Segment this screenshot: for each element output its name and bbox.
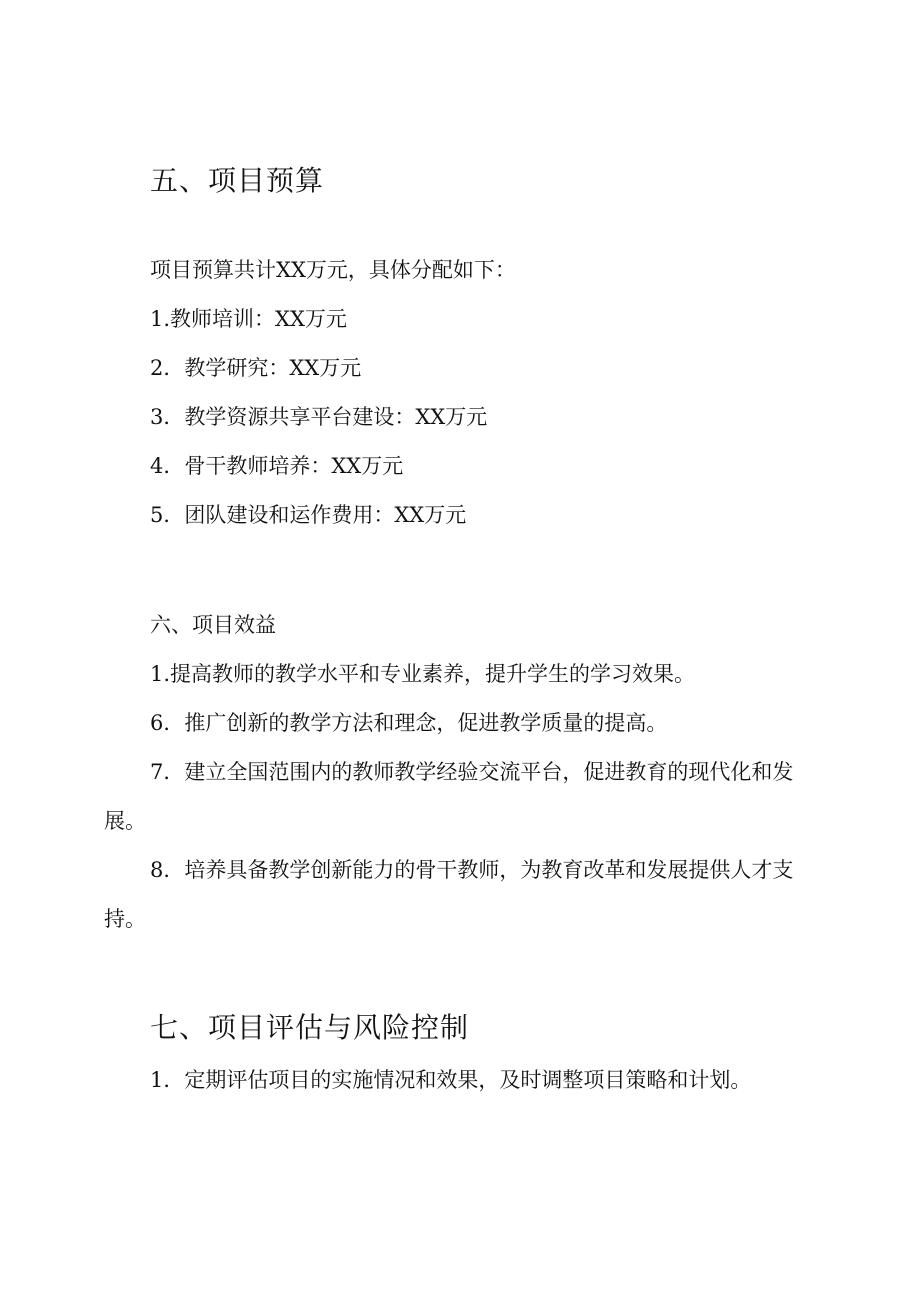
section-7-heading: 七、项目评估与风险控制 — [150, 1011, 470, 1044]
evaluation-item-1: 1．定期评估项目的实施情况和效果，及时调整项目策略和计划。 — [150, 1068, 752, 1092]
benefit-item-2: 6．推广创新的教学方法和理念，促进教学质量的提高。 — [150, 711, 668, 735]
budget-item-4: 4．骨干教师培养：XX万元 — [150, 454, 404, 478]
budget-item-3: 3．教学资源共享平台建设：XX万元 — [150, 405, 488, 429]
budget-item-1: 1.教师培训：XX万元 — [150, 307, 347, 331]
benefit-item-1: 1.提高教师的教学水平和专业素养，提升学生的学习效果。 — [150, 662, 696, 686]
benefit-item-4: 8．培养具备教学创新能力的骨干教师，为教育改革和发展提供人才支持。 — [104, 858, 794, 931]
budget-item-5: 5．团队建设和运作费用：XX万元 — [150, 503, 467, 527]
budget-item-2: 2．教学研究：XX万元 — [150, 356, 362, 380]
section-5-intro: 项目预算共计XX万元，具体分配如下： — [150, 258, 516, 282]
benefit-item-3: 7．建立全国范围内的教师教学经验交流平台，促进教育的现代化和发展。 — [104, 760, 794, 833]
section-5-heading: 五、项目预算 — [150, 164, 325, 197]
section-6-heading: 六、项目效益 — [150, 613, 276, 637]
